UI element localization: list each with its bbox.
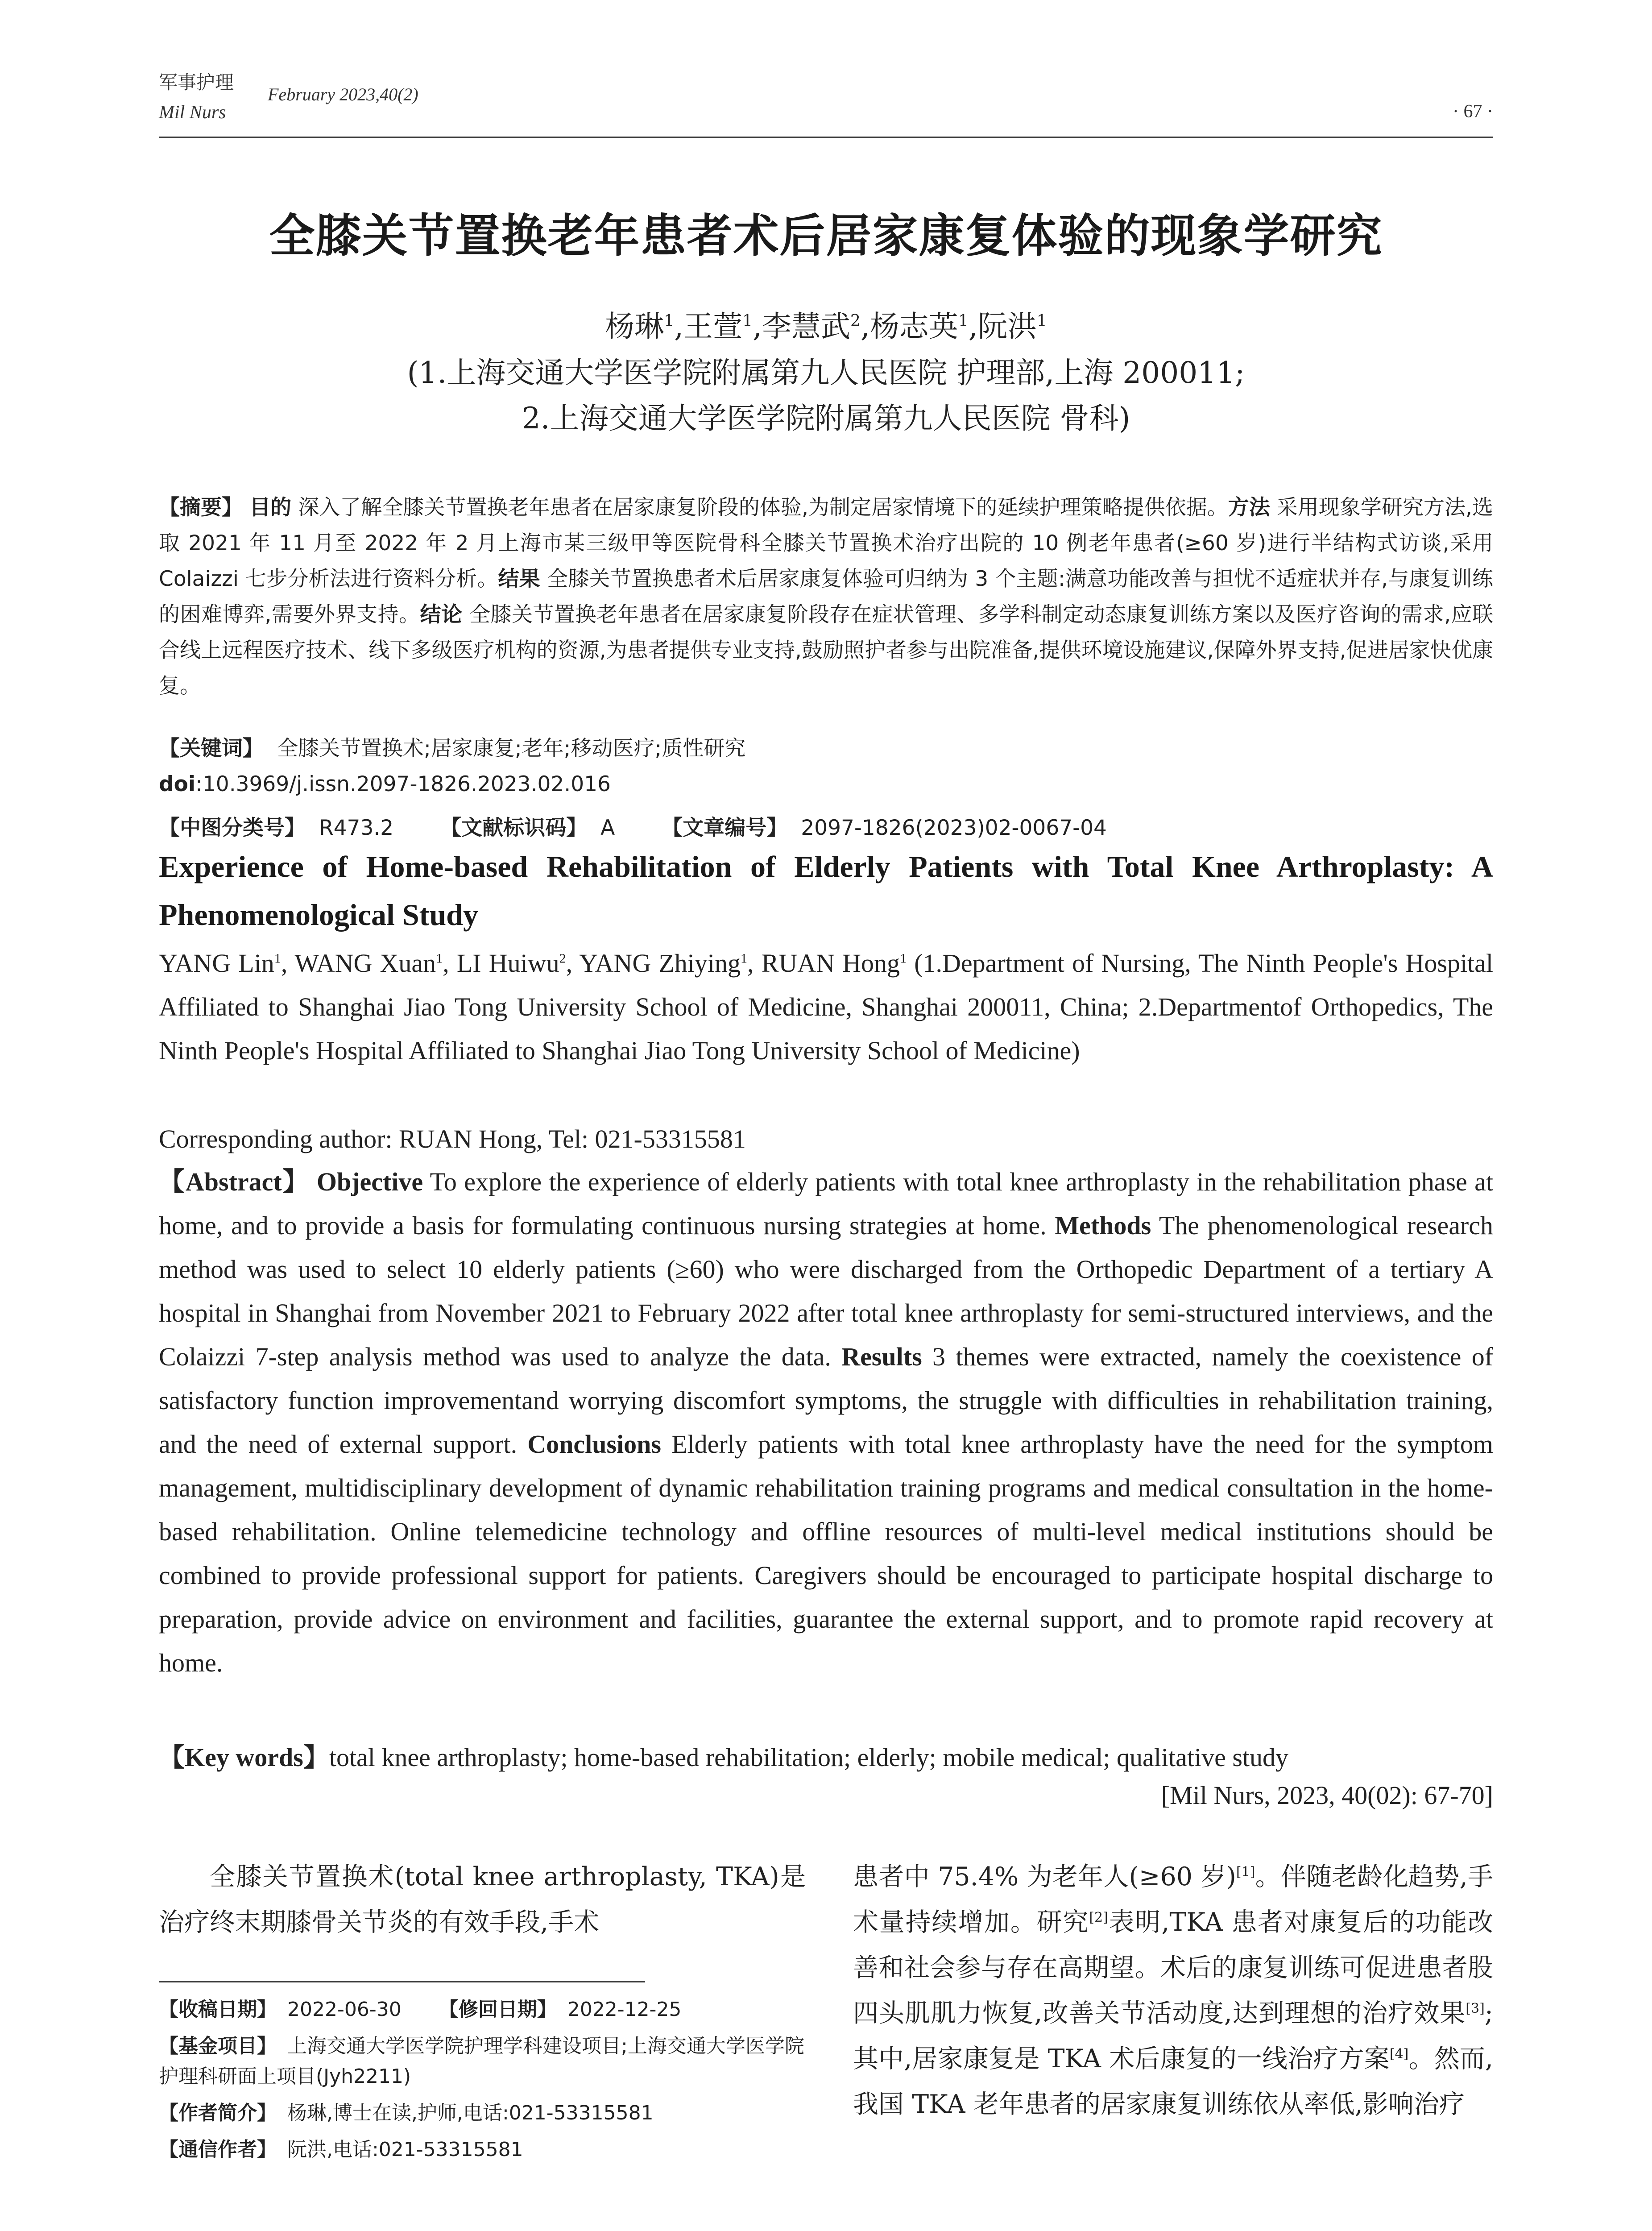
affiliation-line: (1.上海交通大学医学院附属第九人民医院 护理部,上海 200011; bbox=[407, 356, 1245, 390]
author-affiliation-mark: 1 bbox=[436, 951, 443, 966]
author-name: RUAN Hong bbox=[761, 949, 900, 978]
article-number-value: 2097-1826(2023)02-0067-04 bbox=[801, 816, 1107, 840]
abstract-label: 【摘要】 bbox=[159, 495, 243, 520]
citation: [Mil Nurs, 2023, 40(02): 67-70] bbox=[1161, 1781, 1493, 1810]
results-text: 3 themes were extracted, namely the coexistence of satisfactory function improvementand worrying discomfort symptoms, the struggle with difficulties in rehabilitation training, and the need of external support. bbox=[159, 1342, 1494, 1459]
author-name: 杨志英 bbox=[869, 309, 958, 344]
article-number-label: 【文章编号】 bbox=[662, 816, 788, 840]
revised-label: 【修回日期】 bbox=[439, 1998, 557, 2021]
keywords-label: 【关键词】 bbox=[159, 736, 264, 761]
footnote-corresponding bbox=[159, 2135, 806, 2165]
doi-line bbox=[159, 772, 1493, 796]
author-list-cn: 杨琳$^1$,王萱$^1$,李慧武$^2$,杨志英$^1$,阮洪$^1$ bbox=[605, 309, 1047, 344]
classification-line bbox=[159, 811, 1493, 841]
doi-text: :10.3969/j.issn.2097-1826.2023.02.016 bbox=[195, 772, 611, 796]
fund-label: 【基金项目】 bbox=[159, 2035, 277, 2057]
body-text: 患者中 75.4% 为老年人(≥60 岁) bbox=[853, 1862, 1236, 1891]
author-affiliation-mark: 1 bbox=[741, 951, 748, 966]
reference-mark: [1] bbox=[1236, 1864, 1255, 1880]
revised-date: 2022-12-25 bbox=[567, 1998, 682, 2021]
author-affiliation-mark: 2 bbox=[559, 951, 566, 966]
objective-text: To explore the experience of elderly patients with total knee arthroplasty in the rehabilitation phase at home, and to provide a basis for formulating continuous nursing strategies at home. bbox=[159, 1167, 1493, 1240]
author-bio: 杨琳,博士在读,护师,电话:021-53315581 bbox=[287, 2102, 654, 2124]
page-number: · 67 · bbox=[1453, 101, 1493, 122]
author-affiliation-mark: 1 bbox=[1036, 312, 1047, 330]
author-affiliation-mark: 2 bbox=[850, 312, 861, 330]
doc-code-value: A bbox=[600, 816, 615, 840]
keywords-en bbox=[159, 1736, 1493, 1779]
body-paragraph-left: 全膝关节置换术(total knee arthroplasty, TKA)是治疗终末期膝骨关节炎的有效手段,手术 bbox=[159, 1862, 806, 1937]
methods-text: 采用现象学研究方法,选取 2021 年 11 月至 2022 年 2 月上海市某三级甲等医院骨科全膝关节置换术治疗出院的 10 例老年患者(≥60 岁)进行半结构式访谈,采用 Colaizzi 七步分析法进行资料分析。 bbox=[159, 495, 1494, 591]
objective-label: Objective bbox=[316, 1167, 423, 1196]
corresponding-author: Corresponding author: RUAN Hong, Tel: 021-53315581 bbox=[159, 1124, 746, 1153]
footnote-fund bbox=[159, 2031, 806, 2092]
conclusions-label: Conclusions bbox=[527, 1430, 661, 1459]
author-name: WANG Xuan bbox=[294, 949, 436, 978]
author-name: 王萱 bbox=[683, 309, 743, 344]
abstract-label: 【Abstract】 bbox=[159, 1167, 310, 1196]
author-name: YANG Lin bbox=[159, 949, 274, 978]
author-affiliation-mark: 1 bbox=[274, 951, 281, 966]
conclusions-text: Elderly patients with total knee arthroplasty have the need for the symptom management, multidisciplinary development of dynamic rehabilitation training programs and medical consultation in the home-based rehabilitation. Online telemedicine technology and offline resources of multi-level medical institutions should be combined to provide professional support for patients. Caregivers should be encouraged to participate hospital discharge to preparation, provide advice on environment and facilities, guarantee the external support, and to promote rapid recovery at home. bbox=[159, 1430, 1494, 1677]
results-label: 结果 bbox=[498, 567, 540, 591]
body-text: 。伴随老龄化趋势,手术量持续增加。研究 bbox=[853, 1862, 1493, 1937]
keywords-text: 全膝关节置换术;居家康复;老年;移动医疗;质性研究 bbox=[277, 736, 746, 761]
header-rule bbox=[159, 137, 1493, 138]
clc-label: 【中图分类号】 bbox=[159, 816, 306, 840]
doi-label: doi bbox=[159, 772, 196, 796]
author-affiliation-mark: 1 bbox=[664, 312, 675, 330]
abstract-en bbox=[159, 1160, 1493, 1685]
results-text: 全膝关节置换患者术后居家康复体验可归纳为 3 个主题:满意功能改善与担忧不适症状并存,与康复训练的困难博弈,需要外界支持。 bbox=[159, 567, 1493, 627]
keywords-cn bbox=[159, 732, 1493, 762]
methods-label: 方法 bbox=[1228, 495, 1270, 520]
author-affiliation-mark: 1 bbox=[958, 312, 969, 330]
body-text: 。然而,我国 TKA 老年患者的居家康复训练依从率低,影响治疗 bbox=[853, 2044, 1494, 2119]
objective-label: 目的 bbox=[249, 495, 292, 520]
clc-value: R473.2 bbox=[319, 816, 394, 840]
reference-mark: [3] bbox=[1466, 2001, 1485, 2016]
body-text: 表明,TKA 患者对康复后的功能改善和社会参与存在高期望。术后的康复训练可促进患者股四头肌肌力恢复,改善关节活动度,达到理想的治疗效果 bbox=[853, 1908, 1493, 2028]
keywords-text: total knee arthroplasty; home-based rehabilitation; elderly; mobile medical; qualitative study bbox=[329, 1743, 1289, 1772]
footnote-dates bbox=[159, 1995, 806, 2025]
abstract-cn bbox=[159, 490, 1493, 704]
journal-name-en: Mil Nurs bbox=[159, 102, 226, 123]
conclusion-text: 全膝关节置换老年患者在居家康复阶段存在症状管理、多学科制定动态康复训练方案以及医疗咨询的需求,应联合线上远程医疗技术、线下多级医疗机构的资源,为患者提供专业支持,鼓励照护者参与出院准备,提供环境设施建议,保障外界支持,促进居家快优康复。 bbox=[159, 602, 1494, 698]
author-name: 杨琳 bbox=[605, 309, 664, 344]
affiliation-en: (1.Department of Nursing, The Ninth People's Hospital Affiliated to Shanghai Jiao Tong University School of Medicine, Shanghai 200011, China; 2.Departmentof Orthopedics, The Ninth People's Hospital Affiliated to Shanghai Jiao Tong University School of Medicine) bbox=[159, 949, 1494, 1065]
author-name: 李慧武 bbox=[762, 309, 851, 344]
methods-label: Methods bbox=[1055, 1211, 1151, 1240]
methods-text: The phenomenological research method was used to select 10 elderly patients (≥60) who were discharged from the Orthopedic Department of a tertiary A hospital in Shanghai from November 2021 to February 2022 after total knee arthroplasty for semi-structured interviews, and the Colaizzi 7-step analysis method was used to analyze the data. bbox=[159, 1211, 1493, 1371]
article-title-en: Experience of Home-based Rehabilitation of Elderly Patients with Total Knee Arthroplasty: A Phenomenological Study bbox=[159, 850, 1493, 932]
received-date: 2022-06-30 bbox=[287, 1998, 402, 2021]
doc-code-label: 【文献标识码】 bbox=[440, 816, 588, 840]
corresponding-text: 阮洪,电话:021-53315581 bbox=[287, 2138, 523, 2161]
issue-info: February 2023,40(2) bbox=[268, 84, 418, 104]
footnote-author bbox=[159, 2098, 806, 2128]
reference-mark: [4] bbox=[1389, 2046, 1409, 2062]
author-affiliation-en: YANG Lin$^1$, WANG Xuan$^1$, LI Huiwu$^2$, YANG Zhiying$^1$, RUAN Hong$^1$ (1.Department of Nursing, The Ninth People's Hospital Affiliated to Shanghai Jiao Tong University School of Medicine, Shanghai 200011, China; 2.Departmentof Orthopedics, The Ninth People's Hospital Affiliated to Shanghai Jiao Tong University School of Medicine) bbox=[159, 949, 1494, 1065]
body-text: ;其中,居家康复是 TKA 术后康复的一线治疗方案 bbox=[853, 1999, 1493, 2073]
author-affiliation-mark: 1 bbox=[900, 951, 907, 966]
results-label: Results bbox=[841, 1342, 922, 1371]
journal-name-cn: 军事护理 bbox=[159, 71, 234, 93]
conclusion-label: 结论 bbox=[420, 602, 463, 627]
author-bio-label: 【作者简介】 bbox=[159, 2102, 277, 2124]
author-name: YANG Zhiying bbox=[579, 949, 741, 978]
affiliation-line: 2.上海交通大学医学院附属第九人民医院 骨科) bbox=[522, 401, 1130, 435]
footnote-rule bbox=[159, 1981, 645, 1982]
reference-mark: [2] bbox=[1089, 1910, 1108, 1925]
received-label: 【收稿日期】 bbox=[159, 1998, 277, 2021]
body-paragraph-right bbox=[853, 1854, 1493, 2127]
fund-text: 上海交通大学医学院护理学科建设项目;上海交通大学医学院护理科研面上项目(Jyh2211) bbox=[159, 2035, 804, 2088]
author-affiliation-mark: 1 bbox=[742, 312, 753, 330]
author-name: 阮洪 bbox=[977, 309, 1037, 344]
keywords-label: 【Key words】 bbox=[159, 1743, 329, 1772]
article-title-cn: 全膝关节置换老年患者术后居家康复体验的现象学研究 bbox=[269, 210, 1383, 263]
objective-text: 深入了解全膝关节置换老年患者在居家康复阶段的体验,为制定居家情境下的延续护理策略提供依据。 bbox=[298, 495, 1228, 520]
author-name: LI Huiwu bbox=[456, 949, 559, 978]
corresponding-label: 【通信作者】 bbox=[159, 2138, 277, 2161]
